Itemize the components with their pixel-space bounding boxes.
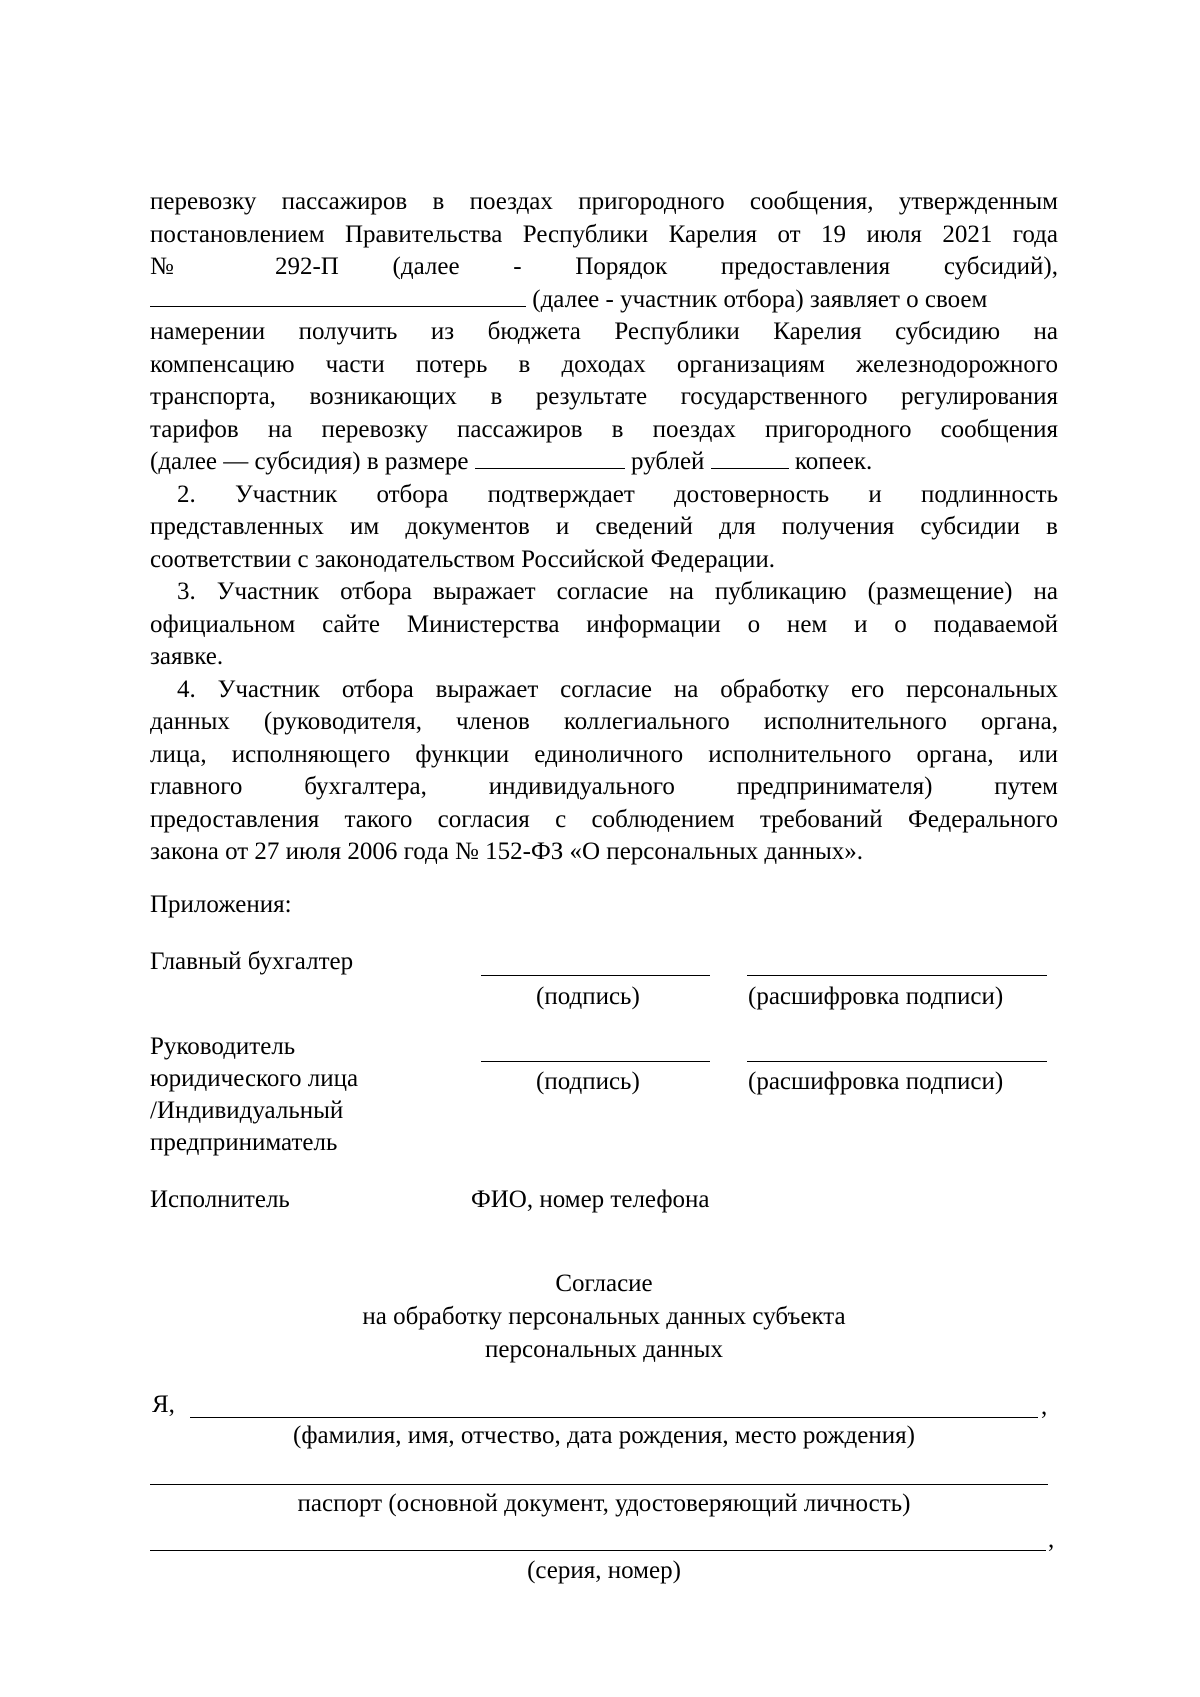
- paragraph-4-line-4: главного бухгалтера, индивидуального предпринимателя) путем: [150, 773, 1058, 800]
- passport-caption: паспорт (основной документ, удостоверяющий личность): [297, 1490, 911, 1517]
- accountant-label: Главный бухгалтер: [150, 948, 354, 975]
- paragraph-1-line-3: № 292-П (далее - Порядок предоставления субсидий),: [150, 253, 1058, 280]
- rubles-blank[interactable]: [475, 446, 625, 469]
- accountant-decoding-line[interactable]: [747, 975, 1047, 976]
- paragraph-1-line-9: (далее — субсидия) в размере рублей копеек.: [150, 448, 873, 475]
- series-number-comma: ,: [1048, 1526, 1055, 1553]
- full-name-line[interactable]: [190, 1417, 1038, 1418]
- head-decoding-caption: (расшифровка подписи): [748, 1068, 1004, 1095]
- paragraph-4-line-1: 4. Участник отбора выражает согласие на обработку его персональных: [177, 675, 1058, 703]
- consent-title-line-3: персональных данных: [485, 1336, 723, 1363]
- paragraph-4-line-6: закона от 27 июля 2006 года № 152-ФЗ «О персональных данных».: [150, 838, 864, 865]
- paragraph-3-line-2: официальном сайте Министерства информации о нем и о подаваемой: [150, 610, 1058, 638]
- head-label-line-3: /Индивидуальный: [150, 1097, 344, 1124]
- paragraph-3-line-3: заявке.: [150, 643, 224, 670]
- body-text: [150, 186, 1058, 869]
- paragraph-1-line-2: постановлением Правительства Республики Карелия от 19 июля 2021 года: [150, 220, 1058, 248]
- paragraph-4-line-2: данных (руководителя, членов коллегиального исполнительного органа,: [150, 708, 1058, 735]
- paragraph-3-line-1: 3. Участник отбора выражает согласие на публикацию (размещение) на: [177, 578, 1058, 605]
- consent-title-line-2: на обработку персональных данных субъекта: [362, 1303, 846, 1330]
- paragraph-2-line-3: соответствии с законодательством Российской Федерации.: [150, 545, 775, 573]
- head-label-line-2: юридического лица: [150, 1065, 359, 1092]
- full-name-caption: (фамилия, имя, отчество, дата рождения, место рождения): [293, 1422, 915, 1449]
- head-signature-line[interactable]: [481, 1061, 710, 1062]
- paragraph-1-line-4: (далее - участник отбора) заявляет о своем: [150, 284, 1058, 317]
- head-decoding-line[interactable]: [747, 1061, 1047, 1062]
- series-number-caption: (серия, номер): [527, 1557, 681, 1584]
- accountant-signature-line[interactable]: [481, 975, 710, 976]
- executor-label: Исполнитель: [150, 1186, 290, 1213]
- paragraph-4-line-3: лица, исполняющего функции единоличного исполнительного органа, или: [150, 740, 1058, 768]
- participant-name-blank[interactable]: [150, 284, 526, 307]
- paragraph-1-line-1: перевозку пассажиров в поездах пригородного сообщения, утвержденным: [150, 188, 1058, 215]
- executor-value: ФИО, номер телефона: [471, 1186, 710, 1213]
- head-signature-caption: (подпись): [536, 1068, 640, 1095]
- kopecks-blank[interactable]: [711, 446, 789, 469]
- attachments-label: Приложения:: [150, 891, 292, 918]
- head-label-line-1: Руководитель: [150, 1033, 296, 1060]
- paragraph-4-line-5: предоставления такого согласия с соблюдением требований Федерального: [150, 805, 1058, 833]
- series-number-line[interactable]: [150, 1550, 1046, 1551]
- full-name-comma: ,: [1041, 1393, 1048, 1420]
- paragraph-2-line-2: представленных им документов и сведений для получения субсидии в: [150, 513, 1058, 540]
- head-label-line-4: предприниматель: [150, 1129, 338, 1156]
- paragraph-1-line-6: компенсацию части потерь в доходах организациям железнодорожного: [150, 350, 1058, 378]
- passport-line[interactable]: [150, 1484, 1048, 1485]
- accountant-signature-caption: (подпись): [536, 983, 640, 1010]
- paragraph-1-line-8: тарифов на перевозку пассажиров в поездах пригородного сообщения: [150, 415, 1058, 443]
- consent-title-line-1: Согласие: [555, 1270, 653, 1297]
- accountant-decoding-caption: (расшифровка подписи): [748, 983, 1004, 1010]
- paragraph-1-line-7: транспорта, возникающих в результате государственного регулирования: [150, 383, 1058, 410]
- consent-i-label: Я,: [152, 1391, 175, 1418]
- paragraph-2-line-1: 2. Участник отбора подтверждает достоверность и подлинность: [177, 480, 1058, 508]
- paragraph-1-line-5: намерении получить из бюджета Республики Карелия субсидию на: [150, 318, 1058, 345]
